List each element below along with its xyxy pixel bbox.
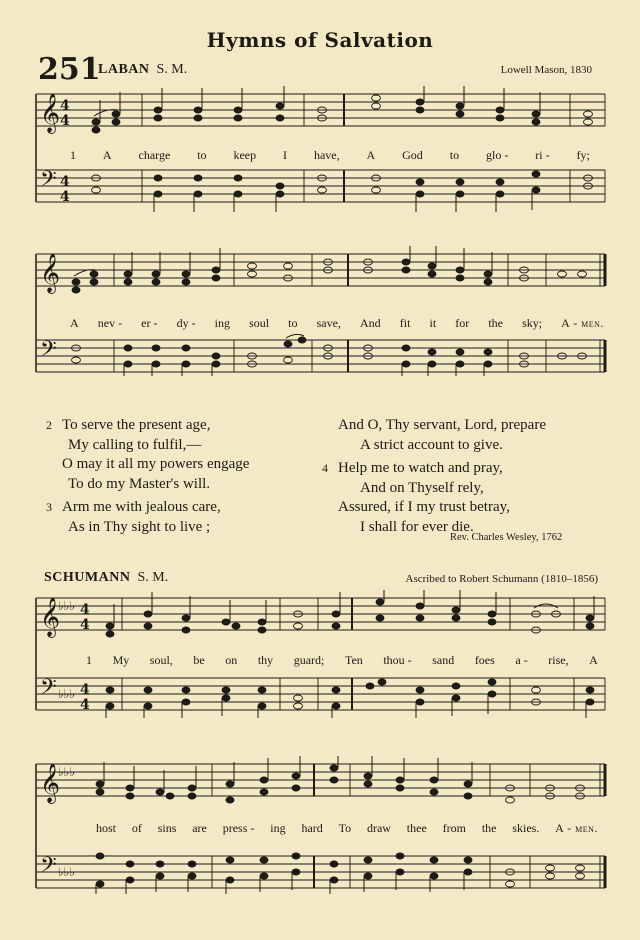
syllable: To bbox=[338, 821, 352, 835]
lyric-line-4 bbox=[96, 821, 598, 836]
tune-title: SCHUMANN bbox=[44, 570, 131, 585]
syllable: to bbox=[197, 148, 207, 162]
lyric-line-1 bbox=[70, 148, 590, 163]
verse-number: 3 bbox=[46, 500, 52, 514]
tune-meter: S. M. bbox=[156, 62, 188, 77]
syllable: sins bbox=[157, 821, 177, 835]
svg-text:4: 4 bbox=[60, 174, 70, 190]
syllable: skies. bbox=[512, 821, 540, 835]
amen: A - men. bbox=[561, 316, 604, 330]
svg-text:4: 4 bbox=[80, 602, 90, 618]
svg-text:𝄞: 𝄞 bbox=[40, 597, 61, 637]
svg-text:♭♭♭: ♭♭♭ bbox=[58, 865, 75, 879]
verse-4-line-1: 4 Help me to watch and pray, bbox=[322, 459, 546, 479]
svg-text:♭♭♭: ♭♭♭ bbox=[58, 687, 75, 701]
syllable: thy bbox=[257, 653, 274, 667]
svg-text:♭♭♭: ♭♭♭ bbox=[58, 599, 75, 613]
lyric-line-3 bbox=[86, 653, 598, 668]
syllable: foes bbox=[474, 653, 495, 667]
syllable: ri - bbox=[535, 148, 550, 162]
syllable: on bbox=[225, 653, 238, 667]
verse-2-line-2: My calling to fulfil,— bbox=[68, 436, 202, 453]
verse-4-line-3: Assured, if I my trust betray, bbox=[338, 499, 510, 515]
svg-text:4: 4 bbox=[60, 98, 70, 114]
syllable: have, bbox=[313, 148, 340, 162]
svg-text:𝄞: 𝄞 bbox=[40, 253, 61, 293]
syllable: guard; bbox=[293, 653, 325, 667]
syllable: soul bbox=[249, 316, 270, 330]
lyric-line-2 bbox=[70, 316, 604, 331]
syllable: draw bbox=[366, 821, 391, 835]
verse-3-line-1: 3 Arm me with jealous care, bbox=[46, 498, 249, 518]
svg-text:♭♭♭: ♭♭♭ bbox=[58, 765, 75, 779]
hymn-number: 251 bbox=[38, 52, 101, 87]
verse-3-line-3: And O, Thy servant, Lord, prepare bbox=[338, 417, 546, 433]
syllable: A bbox=[589, 653, 598, 667]
tune-title: LABAN bbox=[98, 62, 150, 77]
verse-2-line-4: To do my Master's will. bbox=[68, 475, 211, 492]
syllable: a - bbox=[515, 653, 528, 667]
music-system-2 bbox=[30, 246, 610, 376]
syllable: to bbox=[449, 148, 460, 162]
verse-4-line-2: And on Thyself rely, bbox=[360, 479, 484, 496]
syllable: to bbox=[288, 316, 298, 330]
syllable: glo - bbox=[486, 148, 509, 162]
verse-2-line-1: 2 To serve the present age, bbox=[46, 416, 249, 436]
syllable: it bbox=[429, 316, 437, 330]
verse-number: 2 bbox=[46, 418, 52, 432]
syllable: from bbox=[442, 821, 466, 835]
svg-text:𝄢: 𝄢 bbox=[40, 675, 57, 705]
syllable: host bbox=[96, 821, 117, 835]
verse-2-line-3: O may it all my powers engage bbox=[62, 456, 250, 472]
syllable: hard bbox=[301, 821, 323, 835]
syllable: thee bbox=[406, 821, 427, 835]
svg-text:𝄢: 𝄢 bbox=[40, 337, 57, 367]
syllable: fy; bbox=[576, 148, 590, 162]
svg-text:4: 4 bbox=[80, 617, 90, 633]
svg-text:4: 4 bbox=[80, 697, 90, 713]
svg-text:𝄢: 𝄢 bbox=[40, 167, 57, 197]
verse-number: 4 bbox=[322, 461, 328, 475]
syllable: are bbox=[192, 821, 207, 835]
syllable: be bbox=[193, 653, 205, 667]
syllable: nev - bbox=[97, 316, 123, 330]
syllable: God bbox=[402, 148, 423, 162]
syllable: save, bbox=[316, 316, 341, 330]
svg-text:4: 4 bbox=[80, 682, 90, 698]
tune-meter: S. M. bbox=[137, 570, 169, 585]
syllable: My bbox=[112, 653, 130, 667]
syllable: for bbox=[455, 316, 470, 330]
syllable: A bbox=[366, 148, 376, 162]
syllable: ing bbox=[214, 316, 230, 330]
syllable: er - bbox=[141, 316, 158, 330]
composer-credit: Lowell Mason, 1830 bbox=[500, 64, 592, 76]
svg-text:𝄢: 𝄢 bbox=[40, 853, 57, 883]
syllable: the bbox=[481, 821, 497, 835]
svg-text:𝄞: 𝄞 bbox=[40, 763, 61, 803]
tune-name-schumann bbox=[44, 570, 168, 586]
verses-left-column bbox=[46, 416, 249, 537]
author-credit: Rev. Charles Wesley, 1762 bbox=[450, 532, 563, 543]
syllable: I bbox=[283, 148, 288, 162]
syllable: thou - bbox=[383, 653, 412, 667]
svg-text:4: 4 bbox=[60, 189, 70, 205]
syllable: of bbox=[131, 821, 142, 835]
syllable: sky; bbox=[522, 316, 543, 330]
verse-number: 1 bbox=[70, 148, 76, 162]
verse-4-line-4: I shall for ever die. bbox=[360, 518, 474, 535]
verse-3-line-4: A strict account to give. bbox=[360, 436, 503, 453]
tune-name-laban bbox=[98, 62, 187, 78]
verse-number: 1 bbox=[86, 653, 92, 667]
syllable: keep bbox=[233, 148, 257, 162]
svg-text:4: 4 bbox=[60, 113, 70, 129]
syllable: Ten bbox=[344, 653, 363, 667]
syllable: soul, bbox=[149, 653, 173, 667]
syllable: rise, bbox=[548, 653, 569, 667]
syllable: A bbox=[70, 316, 79, 330]
syllable: fit bbox=[399, 316, 411, 330]
syllable: dy - bbox=[176, 316, 196, 330]
verse-3-line-2: As in Thy sight to live ; bbox=[68, 518, 211, 535]
page-title: Hymns of Salvation bbox=[206, 28, 434, 52]
syllable: the bbox=[488, 316, 503, 330]
composer-credit: Ascribed to Robert Schumann (1810–1856) bbox=[405, 573, 598, 585]
syllable: And bbox=[359, 316, 381, 330]
syllable: charge bbox=[138, 148, 171, 162]
syllable: press - bbox=[222, 821, 255, 835]
svg-text:𝄞: 𝄞 bbox=[40, 93, 61, 133]
syllable: ing bbox=[270, 821, 286, 835]
syllable: sand bbox=[432, 653, 455, 667]
syllable: A bbox=[102, 148, 112, 162]
amen: A - men. bbox=[555, 821, 598, 835]
verses-right-column bbox=[322, 416, 546, 537]
